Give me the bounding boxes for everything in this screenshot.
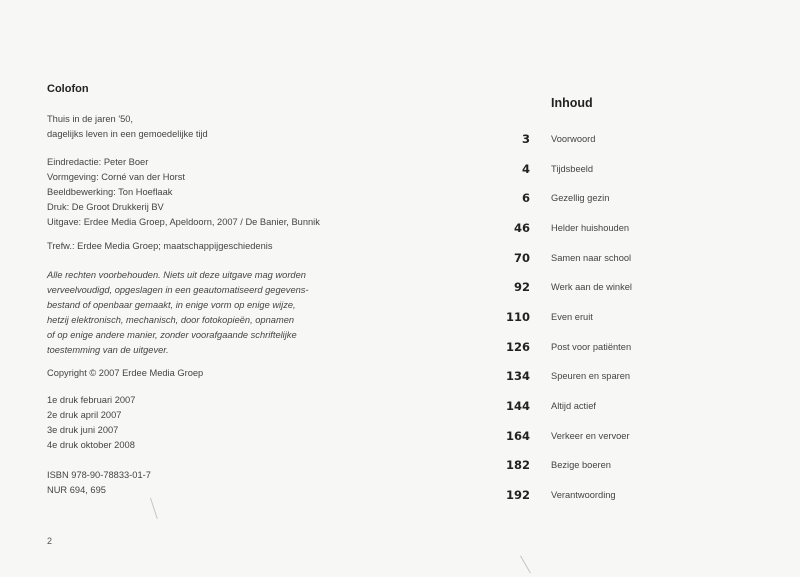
credits-block: [47, 155, 320, 230]
credit-editor: Eindredactie: Peter Boer: [47, 157, 149, 167]
credit-publisher: Uitgave: Erdee Media Groep, Apeldoorn, 2007 / De Banier, Bunnik: [47, 217, 320, 227]
credit-image-editing: Beeldbewerking: Ton Hoeflaak: [47, 187, 173, 197]
rights-line: toestemming van de uitgever.: [47, 345, 169, 355]
rights-line: verveelvoudigd, opgeslagen in een geautomatiseerd gegevens-: [47, 285, 309, 295]
toc-label: Tijdsbeeld: [551, 163, 594, 174]
toc-page-number: 46: [513, 220, 530, 235]
colofon-heading: Colofon: [47, 83, 89, 95]
toc-entry-bezige-boeren: [480, 451, 740, 481]
credit-design: Vormgeving: Corné van der Horst: [47, 172, 185, 182]
toc-entry-speuren-en-sparen: [480, 362, 740, 392]
rights-line: hetzij elektronisch, mechanisch, door fotokopieën, opnamen: [47, 315, 295, 325]
toc-label: Helder huishouden: [551, 222, 630, 233]
edition-line: 1e druk februari 2007: [47, 395, 136, 405]
toc-page-number: 192: [505, 488, 530, 503]
toc-page-number: 182: [505, 458, 530, 473]
page-number: 2: [47, 536, 53, 546]
toc-page-number: 144: [505, 399, 530, 414]
toc-heading: Inhoud: [551, 96, 593, 110]
copyright-line: Copyright © 2007 Erdee Media Groep: [47, 368, 204, 378]
toc-page-number: 6: [521, 191, 530, 206]
toc-label: Verkeer en vervoer: [551, 430, 630, 441]
toc-entry-tijdsbeeld: [480, 154, 740, 184]
isbn-line: ISBN 978-90-78833-01-7: [47, 470, 151, 480]
rights-line: Alle rechten voorbehouden. Niets uit deze uitgave mag worden: [47, 270, 306, 280]
toc-page-number: 4: [521, 161, 530, 176]
toc-page-number: 126: [505, 339, 530, 354]
book-subtitle-line: dagelijks leven in een gemoedelijke tijd: [47, 129, 208, 139]
credit-printer: Druk: De Groot Drukkerij BV: [47, 202, 164, 212]
edition-line: 2e druk april 2007: [47, 410, 122, 420]
book-title-line: Thuis in de jaren '50,: [47, 114, 134, 124]
toc-label: Altijd actief: [551, 401, 596, 412]
toc-entry-voorwoord: [480, 124, 740, 154]
keywords-line: Trefw.: Erdee Media Groep; maatschappijgeschiedenis: [47, 241, 273, 251]
toc-label: Bezige boeren: [551, 460, 611, 471]
toc-label: Verantwoording: [551, 490, 616, 501]
toc-label: Gezellig gezin: [551, 193, 610, 204]
toc-entry-samen-naar-school: [480, 243, 740, 273]
toc-page-number: 92: [513, 280, 530, 295]
toc-entry-altijd-actief: [480, 391, 740, 421]
toc-entry-verantwoording: [480, 480, 740, 510]
toc-label: Speuren en sparen: [551, 371, 631, 382]
isbn-block: [47, 468, 151, 498]
toc-list: [480, 124, 740, 510]
keywords-block: [47, 239, 272, 254]
copyright-block: [47, 366, 203, 381]
toc-page-number: 110: [505, 309, 530, 324]
rights-notice: [47, 268, 309, 358]
toc-label: Werk aan de winkel: [551, 282, 632, 293]
toc-page-number: 3: [521, 131, 530, 146]
scan-artifact: [150, 498, 158, 519]
toc-page-number: 164: [505, 428, 530, 443]
toc-entry-gezellig-gezin: [480, 183, 740, 213]
edition-line: 4e druk oktober 2008: [47, 440, 135, 450]
toc-entry-post-voor-patienten: [480, 332, 740, 362]
toc-label: Post voor patiënten: [551, 341, 632, 352]
toc-page-number: 70: [513, 250, 530, 265]
edition-line: 3e druk juni 2007: [47, 425, 119, 435]
toc-entry-helder-huishouden: [480, 213, 740, 243]
book-title-block: [47, 112, 208, 142]
toc-label: Samen naar school: [551, 252, 632, 263]
toc-page-number: 134: [505, 369, 530, 384]
toc-entry-verkeer-en-vervoer: [480, 421, 740, 451]
rights-line: of op enige andere manier, zonder voorafgaande schriftelijke: [47, 330, 297, 340]
nur-line: NUR 694, 695: [47, 485, 106, 495]
toc-label: Voorwoord: [551, 133, 596, 144]
scan-artifact: [520, 556, 531, 574]
editions-block: [47, 393, 135, 453]
toc-label: Even eruit: [551, 311, 593, 322]
toc-entry-werk-aan-de-winkel: [480, 272, 740, 302]
toc-entry-even-eruit: [480, 302, 740, 332]
rights-line: bestand of openbaar gemaakt, in enige vorm op enige wijze,: [47, 300, 296, 310]
